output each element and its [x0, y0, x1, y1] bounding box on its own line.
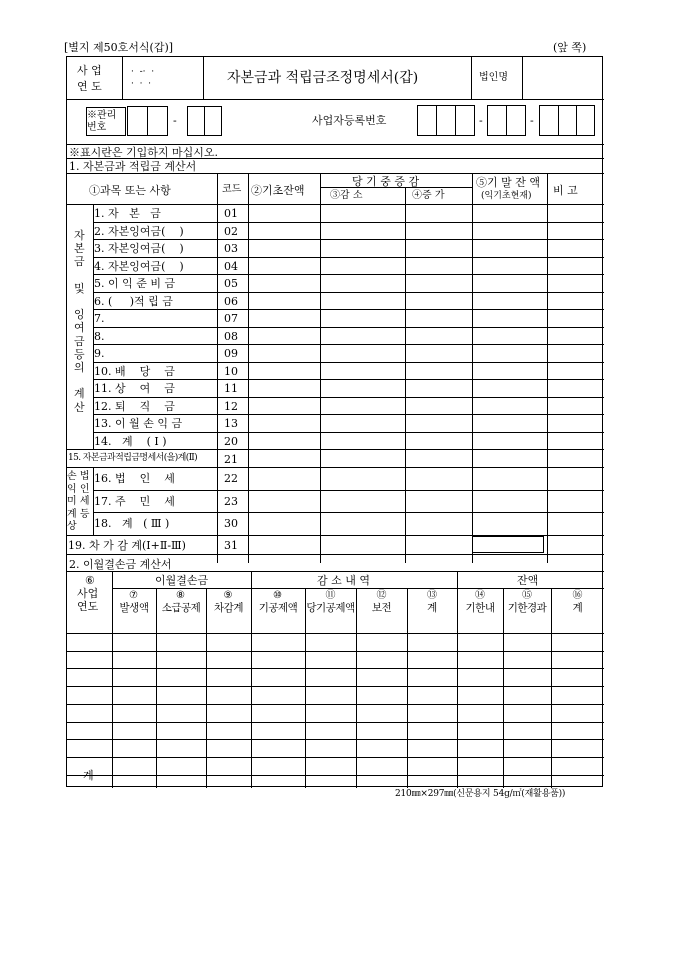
row15-label: 15. 자본금과적립금명세서(을)계(Ⅱ): [68, 453, 198, 463]
s2-col-label: 기한내: [465, 602, 495, 614]
mgmt-no-field-2[interactable]: [147, 106, 168, 136]
biz-reg-label: 사업자등록번호: [312, 114, 387, 127]
biz-reg-field-3[interactable]: [455, 105, 475, 136]
col-increase: ④증 가: [412, 190, 445, 201]
s1-row-label: 3. 자본잉여금( ): [94, 242, 184, 255]
year-label: 사 업 연 도: [77, 64, 102, 93]
mgmt-no-field-1[interactable]: [127, 106, 148, 136]
s1-row-label: 7.: [94, 312, 105, 325]
group-tax: 손 법 익 인 미 세 계 등 상: [67, 471, 90, 532]
total-balance-box: [472, 536, 544, 553]
col-closing-sub: (익기초현재): [481, 191, 532, 201]
s2-group-decrease: 감 소 내 역: [317, 574, 370, 587]
s2-col-label: 계: [572, 602, 583, 614]
s1-tax-row-label: 16. 법 인 세: [94, 472, 175, 485]
s1-tax-row-code: 22: [224, 472, 238, 485]
mgmt-no-field-3[interactable]: [187, 106, 205, 136]
section1-title: 1. 자본금과 적립금 계산서: [69, 160, 197, 173]
biz-reg-field-5[interactable]: [506, 105, 526, 136]
s2-col-no: ⑨: [223, 590, 233, 601]
s2-col-no: ⑭: [475, 590, 485, 601]
s1-row-label: 6. ( )적 립 금: [94, 294, 173, 308]
group-capital: 자 본 금 및 잉 여 금 등 의 계 산: [74, 229, 85, 414]
s1-row-code: 08: [224, 329, 238, 343]
s2-col-no: ⑮: [522, 590, 532, 601]
biz-reg-field-8[interactable]: [576, 105, 595, 136]
col-closing: ⑤기 말 잔 액: [476, 176, 540, 189]
s2-col-year-no: ⑥: [85, 574, 95, 587]
form-title: 자본금과 적립금조정명세서(갑): [227, 70, 419, 86]
s1-row-code: 04: [224, 259, 238, 273]
s1-tax-row-label: 18. 계 ( Ⅲ ): [94, 517, 170, 531]
date-marks: · -· · · · ·: [131, 67, 155, 89]
s1-tax-row-code: 30: [224, 517, 238, 531]
biz-reg-field-2[interactable]: [436, 105, 456, 136]
s2-col-label: 기한경과: [507, 602, 547, 614]
s1-row-label: 1. 자 본 금: [94, 207, 161, 220]
s1-row-label: 8.: [94, 329, 105, 343]
s2-group-balance: 잔액: [517, 574, 539, 587]
s1-row-label: 2. 자본잉여금( ): [94, 224, 184, 238]
s1-row-code: 01: [224, 207, 238, 220]
form-label: [별지 제50호서식(갑)]: [64, 41, 174, 54]
mgmt-no-label: ※관리 번호: [87, 110, 117, 133]
s2-col-no: ⑦: [129, 590, 138, 601]
s1-row-label: 10. 배 당 금: [94, 364, 175, 378]
s1-row-label: 14. 계 ( Ⅰ ): [94, 434, 167, 448]
s2-col-no: ⑧: [176, 590, 185, 601]
s2-col-label: 보전: [371, 602, 392, 614]
col-change: 당 기 중 증 감: [352, 175, 420, 188]
s1-row-code: 10: [224, 364, 238, 378]
col-code: 코드: [222, 184, 242, 195]
s2-total-label: 계: [83, 769, 94, 782]
s1-tax-row-code: 23: [224, 494, 238, 508]
s2-col-no: ⑩: [273, 590, 282, 601]
s1-row-label: 13. 이 월 손 익 금: [94, 417, 183, 430]
col-opening: ②기초잔액: [251, 184, 305, 197]
row15-code: 21: [224, 453, 238, 466]
biz-reg-field-1[interactable]: [417, 105, 437, 136]
s1-row-label: 5. 이 익 준 비 금: [94, 277, 176, 290]
biz-reg-field-6[interactable]: [539, 105, 559, 136]
biz-dash-1b: -: [479, 114, 483, 127]
s1-row-code: 09: [224, 347, 238, 360]
s1-tax-row-label: 17. 주 민 세: [94, 494, 175, 508]
page-side: (앞 쪽): [553, 41, 587, 54]
s2-col-label: 기공제액: [258, 602, 298, 614]
col-item: ①과목 또는 사항: [89, 184, 171, 197]
s1-row-label: 11. 상 여 금: [94, 382, 175, 395]
col-decrease: ③감 소: [330, 190, 363, 201]
s1-row-code: 06: [224, 294, 238, 308]
notice: ※표시란은 기입하지 마십시오.: [69, 146, 219, 159]
biz-dash-2: -: [530, 114, 534, 127]
s2-col-label: 계: [427, 602, 437, 614]
biz-reg-field-4[interactable]: [487, 105, 507, 136]
s2-col-no: ⑪: [325, 590, 336, 601]
s2-col-no: ⑬: [427, 590, 437, 601]
s2-col-year: 사업 연도: [77, 587, 99, 613]
corp-name-label: 법인명: [479, 72, 508, 83]
form-frame: [66, 56, 603, 787]
s1-row-code: 11: [224, 382, 238, 395]
col-remarks: 비 고: [553, 184, 578, 197]
s1-row-code: 07: [224, 312, 238, 325]
footer-spec: 210㎜×297㎜(신문용지 54g/㎡(재활용품)): [395, 789, 566, 799]
s2-col-label: 소급공제: [161, 602, 201, 614]
s2-col-label: 발생액: [119, 602, 149, 614]
s2-col-no: ⑯: [572, 590, 583, 601]
s2-group-loss: 이월결손금: [155, 574, 209, 587]
s2-col-label: 당기공제액: [306, 602, 355, 614]
s1-row-label: 12. 퇴 직 금: [94, 399, 175, 413]
s2-col-no: ⑫: [376, 590, 387, 601]
s1-row-label: 9.: [94, 347, 105, 360]
s1-row-code: 03: [224, 242, 238, 255]
s1-row-code: 20: [224, 434, 238, 448]
mgmt-no-field-4[interactable]: [204, 106, 222, 136]
s1-row-code: 05: [224, 277, 238, 290]
row19-label: 19. 차 가 감 계(Ⅰ+Ⅱ-Ⅲ): [68, 539, 186, 552]
s1-row-code: 02: [224, 224, 238, 238]
section2-title: 2. 이월결손금 계산서: [69, 558, 172, 571]
s1-row-label: 4. 자본잉여금( ): [94, 259, 184, 273]
mgmt-dash: -: [173, 114, 177, 127]
row19-code: 31: [224, 539, 238, 552]
s1-row-code: 13: [224, 417, 238, 430]
s2-col-label: 차감계: [214, 602, 243, 614]
s1-row-code: 12: [224, 399, 238, 413]
biz-reg-field-7[interactable]: [558, 105, 577, 136]
